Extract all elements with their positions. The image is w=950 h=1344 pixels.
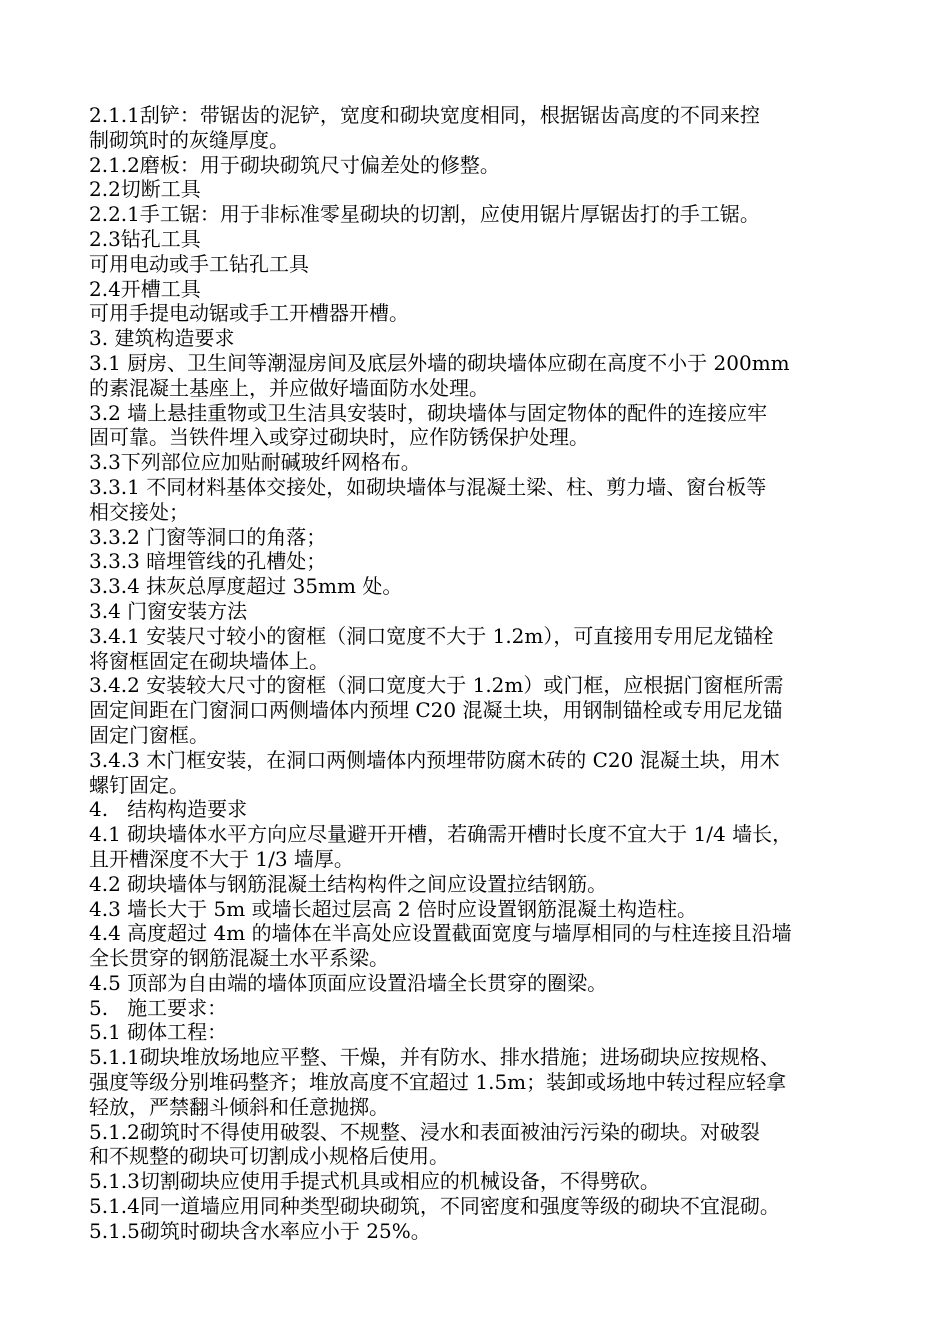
text-line: 将窗框固定在砌块墙体上。 bbox=[89, 648, 329, 673]
text-line: 且开槽深度不大于 1/3 墙厚。 bbox=[89, 846, 354, 871]
text-line: 的素混凝土基座上，并应做好墙面防水处理。 bbox=[89, 375, 489, 400]
text-line: 2.1.1刮铲：带锯齿的泥铲，宽度和砌块宽度相同，根据锯齿高度的不同来控 bbox=[89, 103, 760, 127]
text-line: 5.1.5砌筑时砌块含水率应小于 25%。 bbox=[89, 1218, 431, 1243]
text-line: 5.1.3切割砌块应使用手提式机具或相应的机械设备，不得劈砍。 bbox=[89, 1169, 660, 1194]
text-line: 5.1.1砌块堆放场地应平整、干燥，并有防水、排水措施；进场砌块应按规格、 bbox=[89, 1045, 780, 1070]
text-line: 4.3 墙长大于 5m 或墙长超过层高 2 倍时应设置钢筋混凝土构造柱。 bbox=[89, 896, 698, 921]
document-body bbox=[89, 103, 869, 1244]
text-line: 3.3.2 门窗等洞口的角落； bbox=[89, 524, 327, 549]
text-line: 相交接处； bbox=[89, 499, 189, 524]
text-line: 固可靠。当铁件埋入或穿过砌块时，应作防锈保护处理。 bbox=[89, 425, 589, 450]
text-line: 5.1.4同一道墙应用同种类型砌块砌筑，不同密度和强度等级的砌块不宜混砌。 bbox=[89, 1194, 780, 1219]
section-heading: 2.4开槽工具 bbox=[89, 276, 201, 301]
text-line: 螺钉固定。 bbox=[89, 772, 189, 797]
text-line: 3.3.3 暗埋管线的孔槽处； bbox=[89, 549, 327, 574]
section-heading: 5. 施工要求： bbox=[89, 995, 228, 1020]
section-heading: 2.2切断工具 bbox=[89, 177, 201, 202]
text-line: 3.3.4 抹灰总厚度超过 35mm 处。 bbox=[89, 574, 403, 599]
text-line: 3.4.3 木门框安装，在洞口两侧墙体内预埋带防腐木砖的 C20 混凝土块，用木 bbox=[89, 747, 780, 772]
text-line: 3.3.1 不同材料基体交接处，如砌块墙体与混凝土梁、柱、剪力墙、窗台板等 bbox=[89, 474, 767, 499]
text-line: 4.5 顶部为自由端的墙体顶面应设置沿墙全长贯穿的圈梁。 bbox=[89, 970, 608, 995]
text-line: 4.2 砌块墙体与钢筋混凝土结构构件之间应设置拉结钢筋。 bbox=[89, 871, 608, 896]
text-line: 3.2 墙上悬挂重物或卫生洁具安装时，砌块墙体与固定物体的配件的连接应牢 bbox=[89, 400, 768, 425]
text-line: 和不规整的砌块可切割成小规格后使用。 bbox=[89, 1144, 449, 1169]
text-line: 制砌筑时的灰缝厚度。 bbox=[89, 127, 289, 152]
text-line: 可用手提电动锯或手工开槽器开槽。 bbox=[89, 301, 409, 326]
text-line: 4.4 高度超过 4m 的墙体在半高处应设置截面宽度与墙厚相同的与柱连接且沿墙 bbox=[89, 921, 792, 946]
section-heading: 5.1 砌体工程： bbox=[89, 1020, 228, 1045]
section-heading: 2.3钻孔工具 bbox=[89, 226, 201, 251]
section-heading: 3. 建筑构造要求 bbox=[89, 326, 235, 351]
text-line: 3.4.2 安装较大尺寸的窗框（洞口宽度大于 1.2m）或门框，应根据门窗框所需 bbox=[89, 673, 784, 698]
text-line: 3.1 厨房、卫生间等潮湿房间及底层外墙的砌块墙体应砌在高度不小于 200mm bbox=[89, 350, 790, 375]
text-line: 全长贯穿的钢筋混凝土水平系梁。 bbox=[89, 946, 389, 971]
section-heading: 3.4 门窗安装方法 bbox=[89, 598, 248, 623]
text-line: 2.2.1手工锯：用于非标准零星砌块的切割，应使用锯片厚锯齿打的手工锯。 bbox=[89, 202, 760, 227]
text-line: 强度等级分别堆码整齐；堆放高度不宜超过 1.5m；装卸或场地中转过程应轻拿 bbox=[89, 1070, 787, 1095]
text-line: 轻放，严禁翻斗倾斜和任意抛掷。 bbox=[89, 1094, 389, 1119]
text-line: 3.4.1 安装尺寸较小的窗框（洞口宽度不大于 1.2m），可直接用专用尼龙锚栓 bbox=[89, 623, 774, 648]
section-heading: 4. 结构构造要求 bbox=[89, 797, 248, 822]
text-line: 可用电动或手工钻孔工具 bbox=[89, 251, 309, 276]
text-line: 固定间距在门窗洞口两侧墙体内预埋 C20 混凝土块，用钢制锚栓或专用尼龙锚 bbox=[89, 698, 783, 723]
text-line: 5.1.2砌筑时不得使用破裂、不规整、浸水和表面被油污污染的砌块。对破裂 bbox=[89, 1119, 760, 1144]
text-line: 固定门窗框。 bbox=[89, 722, 209, 747]
text-line: 2.1.2磨板：用于砌块砌筑尺寸偏差处的修整。 bbox=[89, 152, 500, 177]
text-line: 4.1 砌块墙体水平方向应尽量避开开槽，若确需开槽时长度不宜大于 1/4 墙长， bbox=[89, 822, 793, 847]
text-line: 3.3下列部位应加贴耐碱玻纤网格布。 bbox=[89, 450, 421, 475]
